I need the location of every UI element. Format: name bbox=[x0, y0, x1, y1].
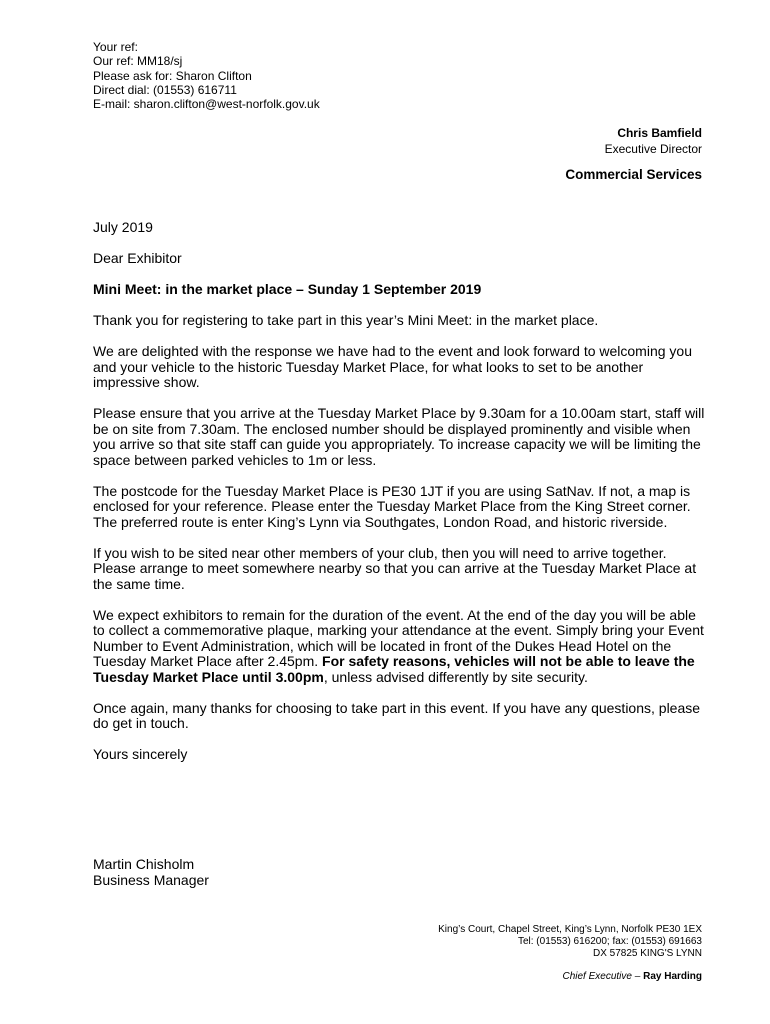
paragraph-6 bbox=[93, 608, 705, 686]
safety-notice: For safety reasons, vehicles will not be able to leave the Tuesday Market Place until 3.00pm bbox=[93, 653, 695, 685]
your-ref: Your ref: bbox=[93, 40, 138, 54]
sender-name: Chris Bamfield bbox=[617, 126, 702, 140]
closing: Yours sincerely bbox=[93, 746, 188, 762]
signatory-title: Business Manager bbox=[93, 871, 209, 888]
paragraph-4: The postcode for the Tuesday Market Place is PE30 1JT if you are using SatNav. If not, a map is enclosed for your reference. Please enter the Tuesday Market Place from the King Street corner. The preferred route is enter King’s Lynn via Southgates, London Road, and historic riverside. bbox=[93, 482, 691, 530]
contact-email: E-mail: sharon.clifton@west-norfolk.gov.uk bbox=[93, 97, 320, 112]
contact-name: Please ask for: Sharon Clifton bbox=[93, 68, 252, 83]
signatory-name: Martin Chisholm bbox=[93, 856, 195, 872]
our-ref: Our ref: MM18/sj bbox=[93, 54, 183, 69]
subject-line: Mini Meet: in the market place – Sunday 1 September 2019 bbox=[93, 281, 482, 297]
chief-executive-name: Ray Harding bbox=[643, 971, 702, 982]
letter-body bbox=[93, 220, 705, 778]
chief-executive-title: Chief Executive – bbox=[562, 971, 641, 982]
sender-title: Executive Director bbox=[604, 142, 702, 156]
chief-executive-line bbox=[562, 971, 702, 982]
paragraph-7: Once again, many thanks for choosing to take part in this event. If you have any questions, please do get in touch. bbox=[93, 699, 701, 731]
sender-block bbox=[605, 125, 702, 157]
footer-phone: Tel: (01553) 616200; fax: (01553) 691663 bbox=[517, 936, 702, 947]
signature-block bbox=[93, 857, 209, 888]
paragraph-1: Thank you for registering to take part in this year’s Mini Meet: in the market place. bbox=[93, 312, 599, 328]
footer-dx: DX 57825 KING'S LYNN bbox=[593, 948, 702, 959]
footer-address bbox=[438, 924, 702, 960]
letter-date: July 2019 bbox=[93, 219, 153, 235]
paragraph-2: We are delighted with the response we have had to the event and look forward to welcoming you and your vehicle to the historic Tuesday Market Place, for what looks to set to be another impressive show. bbox=[93, 343, 692, 390]
direct-dial: Direct dial: (01553) 616711 bbox=[93, 82, 237, 97]
reference-block bbox=[93, 40, 320, 111]
salutation: Dear Exhibitor bbox=[93, 250, 182, 266]
paragraph-3: Please ensure that you arrive at the Tuesday Market Place by 9.30am for a 10.00am start, staff will be on site from 7.30am. The enclosed number should be displayed prominently and visible when you arrive so that site staff can guide you appropriately. To increase capacity we will be limiting the space between parked vehicles to 1m or less. bbox=[93, 405, 705, 468]
paragraph-6-start: We expect exhibitors to remain for the duration of the event. At the end of the day you will be able to collect a commemorative plaque, marking your attendance at the event. Simply bring your Event Number to Event Administration, which will be located in front of the Dukes Head Hotel on the Tuesday Market Place after 2.45pm. bbox=[93, 606, 704, 669]
paragraph-5: If you wish to be sited near other members of your club, then you will need to arrive together. Please arrange to meet somewhere nearby so that you can arrive at the Tuesday Market Place at the same time. bbox=[93, 544, 697, 592]
footer-street: King’s Court, Chapel Street, King’s Lynn, Norfolk PE30 1EX bbox=[438, 924, 702, 935]
department-heading: Commercial Services bbox=[565, 167, 702, 182]
paragraph-6-end: , unless advised differently by site security. bbox=[323, 668, 588, 685]
